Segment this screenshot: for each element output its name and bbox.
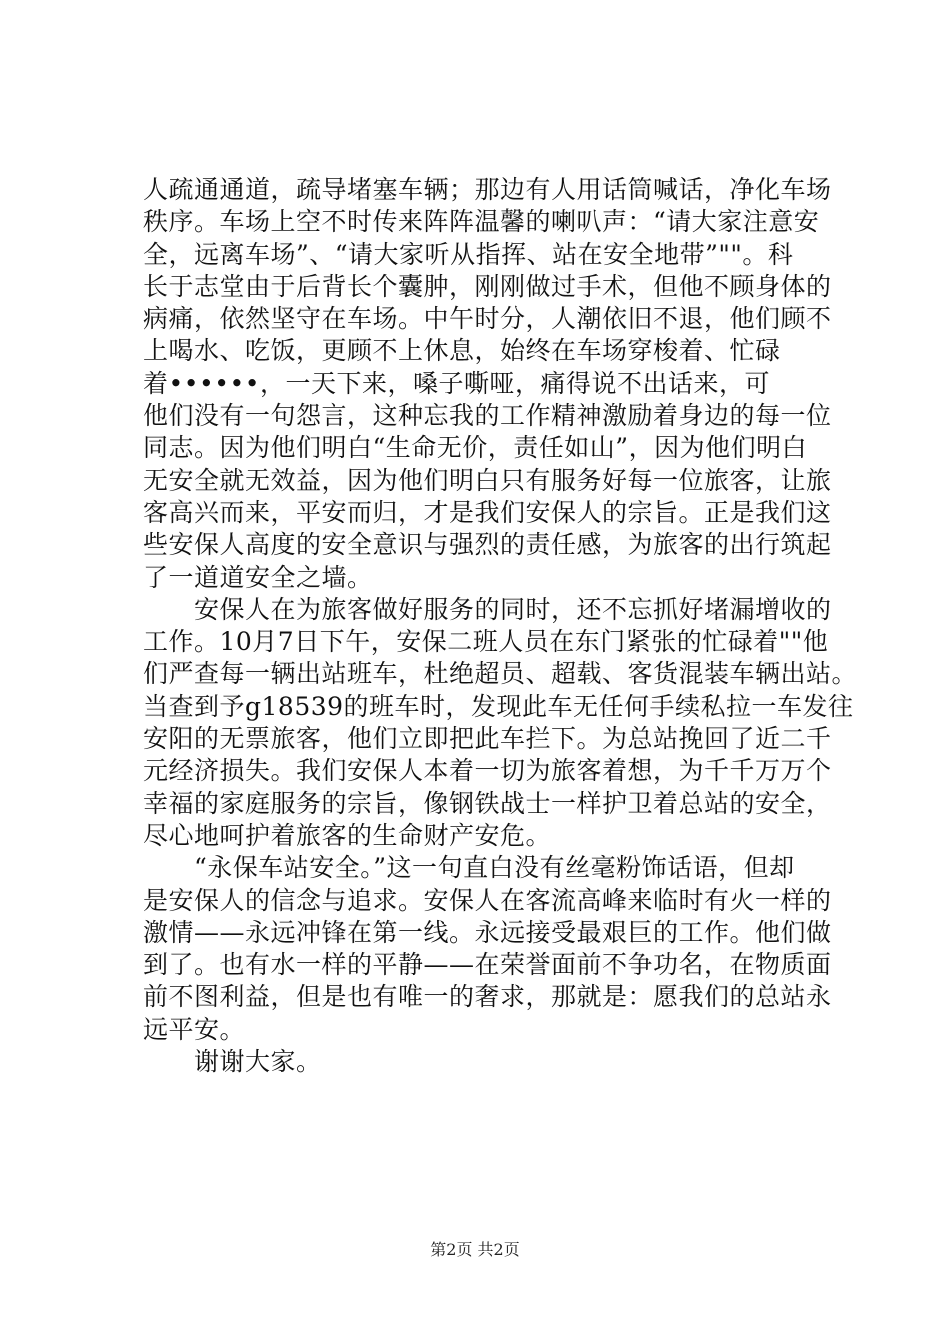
text-line-22: “永保车站安全。”这一句直白没有丝毫粉饰话语，但却: [143, 853, 795, 883]
text-line-16: 们严查每一辆出站班车，杜绝超员、超载、客货混装车辆出站。: [143, 659, 858, 689]
text-line-1: 人疏通通道，疏导堵塞车辆；那边有人用话筒喊话，净化车场: [143, 175, 832, 204]
text-line-23: 是安保人的信念与追求。安保人在客流高峰来临时有火一样的: [143, 885, 832, 915]
text-line-25: 到了。也有水一样的平静——在荣誉面前不争功名，在物质面: [143, 950, 832, 980]
text-line-28: 谢谢大家。: [143, 1047, 322, 1077]
text-line-9: 同志。因为他们明白“生命无价，责任如山”，因为他们明白: [143, 433, 808, 463]
text-line-26: 前不图利益，但是也有唯一的奢求，那就是：愿我们的总站永: [143, 982, 832, 1012]
text-line-21: 尽心地呵护着旅客的生命财产安危。: [143, 820, 552, 850]
text-line-12: 些安保人高度的安全意识与强烈的责任感，为旅客的出行筑起: [143, 530, 832, 560]
text-line-4: 长于志堂由于后背长个囊肿，刚刚做过手术，但他不顾身体的: [143, 271, 832, 301]
text-line-11: 客高兴而来，平安而归，才是我们安保人的宗旨。正是我们这: [143, 497, 832, 527]
text-line-2: 秩序。车场上空不时传来阵阵温馨的喇叭声：“请大家注意安: [143, 207, 820, 237]
text-line-3: 全，远离车场”、“请大家听从指挥、站在安全地带”""。科: [143, 239, 794, 269]
page-footer: 第2页 共2页: [430, 1240, 520, 1259]
text-line-15: 工作。10月7日下午，安保二班人员在东门紧张的忙碌着""他: [143, 627, 829, 657]
text-line-24: 激情——永远冲锋在第一线。永远接受最艰巨的工作。他们做: [143, 917, 832, 947]
text-line-14: 安保人在为旅客做好服务的同时，还不忘抓好堵漏增收的: [143, 594, 832, 624]
text-line-19: 元经济损失。我们安保人本着一切为旅客着想，为千千万万个: [143, 756, 832, 786]
text-line-18: 安阳的无票旅客，他们立即把此车拦下。为总站挽回了近二千: [143, 724, 832, 754]
text-line-17: 当查到予g18539的班车时，发现此车无任何手续私拉一车发往: [143, 691, 854, 721]
text-line-6: 上喝水、吃饭，更顾不上休息，始终在车场穿梭着、忙碌: [143, 336, 781, 366]
document-body: [143, 174, 858, 1078]
text-line-27: 远平安。: [143, 1014, 246, 1044]
text-line-20: 幸福的家庭服务的宗旨，像钢铁战士一样护卫着总站的安全，: [143, 788, 832, 818]
text-line-10: 无安全就无效益，因为他们明白只有服务好每一位旅客，让旅: [143, 465, 832, 495]
text-line-8: 他们没有一句怨言，这种忘我的工作精神激励着身边的每一位: [143, 401, 832, 431]
text-line-7: 着••••••，一天下来，嗓子嘶哑，痛得说不出话来，可: [143, 368, 770, 398]
text-line-5: 病痛，依然坚守在车场。中午时分，人潮依旧不退，他们顾不: [143, 304, 832, 334]
text-line-13: 了一道道安全之墙。: [143, 562, 373, 592]
